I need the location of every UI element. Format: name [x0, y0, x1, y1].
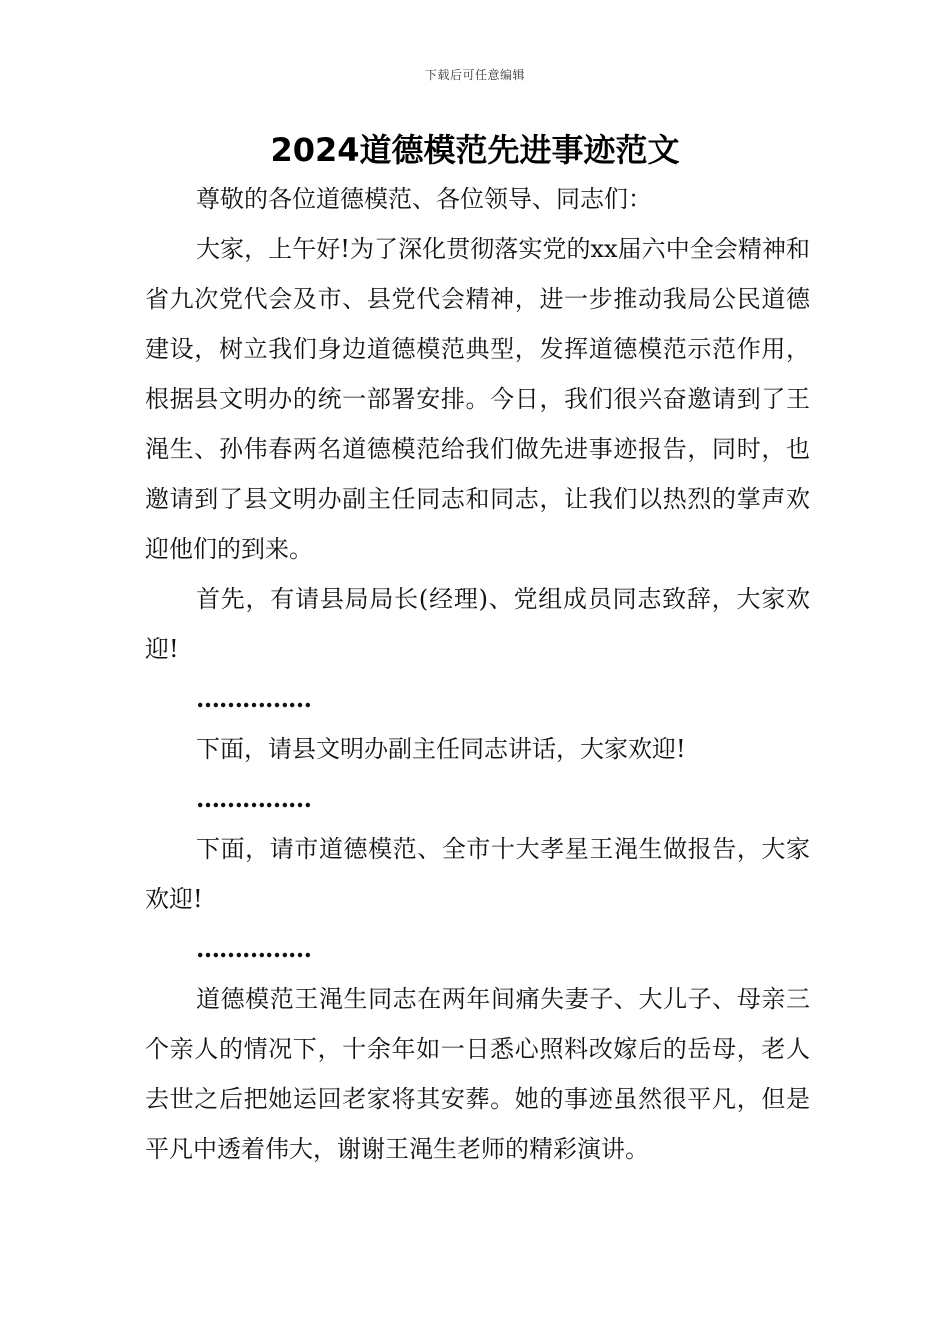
ellipsis-separator: …………… [196, 784, 311, 813]
document-body [145, 174, 810, 1174]
document-title: 2024道德模范先进事迹范文 [270, 131, 680, 169]
first-speaker-paragraph: 首先，有请县局局长(经理)、党组成员同志致辞，大家欢迎! [145, 585, 810, 663]
ellipsis-separator: …………… [196, 934, 311, 963]
closing-paragraph: 道德模范王渑生同志在两年间痛失妻子、大儿子、母亲三个亲人的情况下，十余年如一日悉心照料改嫁后的岳母，老人去世之后把她运回老家将其安葬。她的事迹虽然很平凡，但是平凡中透着伟大，谢谢王渑生老师的精彩演讲。 [145, 985, 810, 1163]
second-speaker-paragraph: 下面，请县文明办副主任同志讲话，大家欢迎! [196, 735, 686, 763]
opening-paragraph: 大家，上午好!为了深化贯彻落实党的xx届六中全会精神和省九次党代会及市、县党代会精神，进一步推动我局公民道德建设，树立我们身边道德模范典型，发挥道德模范示范作用，根据县文明办的统一部署安排。今日，我们很兴奋邀请到了王渑生、孙伟春两名道德模范给我们做先进事迹报告，同时，也邀请到了县文明办副主任同志和同志，让我们以热烈的掌声欢迎他们的到来。 [145, 235, 810, 563]
ellipsis-separator: …………… [196, 684, 311, 713]
header-note: 下载后可任意编辑 [424, 68, 525, 82]
salutation-paragraph: 尊敬的各位道德模范、各位领导、同志们： [196, 185, 652, 213]
third-speaker-paragraph: 下面，请市道德模范、全市十大孝星王渑生做报告，大家欢迎! [145, 835, 810, 913]
